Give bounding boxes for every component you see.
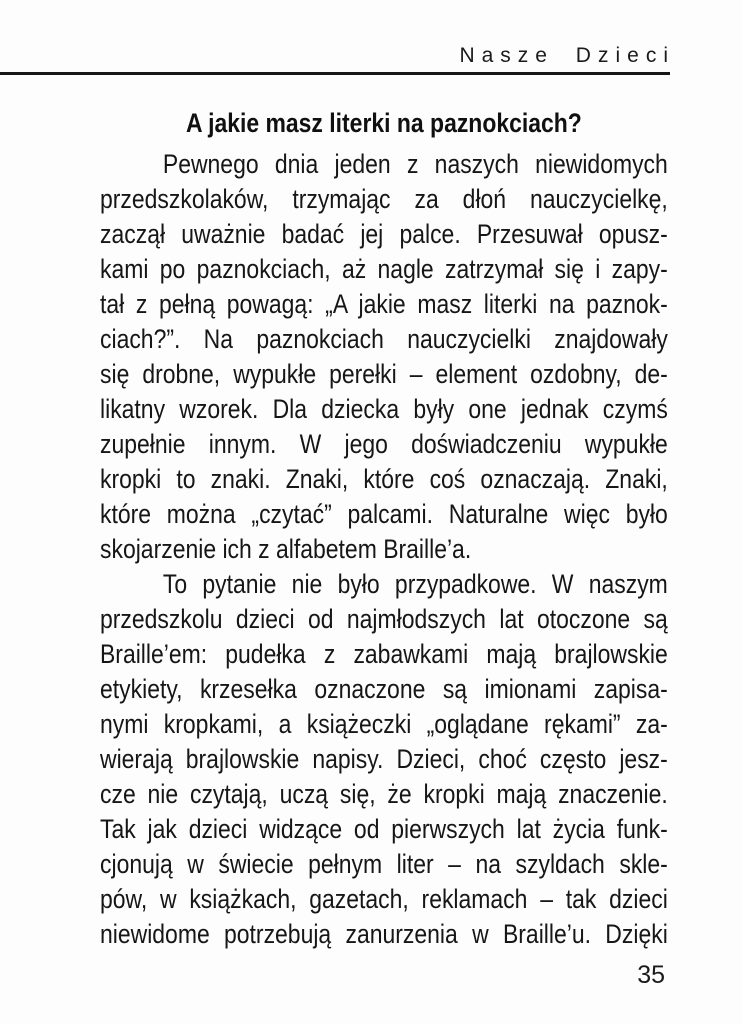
- text-line: zupełnie innym. W jego doświadczeniu wypukłe: [100, 429, 668, 459]
- text-line: przedszkolu dzieci od najmłodszych lat otoczone są: [100, 604, 668, 634]
- text-line: które można „czytać” palcami. Naturalne więc było: [100, 499, 668, 529]
- text-line: skojarzenie ich z alfabetem Braille’a.: [100, 534, 472, 564]
- text-line: likatny wzorek. Dla dziecka były one jednak czymś: [100, 394, 668, 424]
- text-line: To pytanie nie było przypadkowe. W naszym: [162, 569, 668, 599]
- article-title: A jakie masz literki na paznokciach?: [185, 108, 582, 138]
- text-line: cze nie czytają, uczą się, że kropki mają znaczenie.: [100, 779, 668, 809]
- article-content: [100, 106, 668, 952]
- text-line: nymi kropkami, a książeczki „oglądane rękami” za-: [100, 709, 668, 739]
- text-line: pów, w książkach, gazetach, reklamach – tak dzieci: [100, 884, 668, 914]
- running-header: Nasze Dzieci: [459, 44, 675, 67]
- text-line: wierają brajlowskie napisy. Dzieci, choć często jesz-: [100, 744, 668, 774]
- text-line: przedszkolaków, trzymając za dłoń nauczycielkę,: [100, 184, 668, 214]
- header-rule: [0, 72, 670, 75]
- text-line: się drobne, wypukłe perełki – element ozdobny, de-: [100, 359, 668, 389]
- text-line: kropki to znaki. Znaki, które coś oznaczają. Znaki,: [100, 464, 668, 494]
- page-number: 35: [637, 961, 665, 989]
- text-line: Braille’em: pudełka z zabawkami mają brajlowskie: [100, 639, 668, 669]
- text-line: etykiety, krzesełka oznaczone są imionami zapisa-: [100, 674, 668, 704]
- text-line: cjonują w świecie pełnym liter – na szyldach skle-: [100, 849, 668, 879]
- text-line: Tak jak dzieci widzące od pierwszych lat życia funk-: [100, 814, 668, 844]
- text-line: kami po paznokciach, aż nagle zatrzymał się i zapy-: [100, 254, 668, 284]
- text-line: Pewnego dnia jeden z naszych niewidomych: [162, 149, 668, 179]
- text-line: zaczął uważnie badać jej palce. Przesuwał opusz-: [100, 219, 668, 249]
- text-line: ciach?”. Na paznokciach nauczycielki znajdowały: [100, 324, 668, 354]
- text-line: niewidome potrzebują zanurzenia w Braille’u. Dzięki: [100, 919, 668, 949]
- text-line: tał z pełną powagą: „A jakie masz literki na paznok-: [100, 289, 668, 319]
